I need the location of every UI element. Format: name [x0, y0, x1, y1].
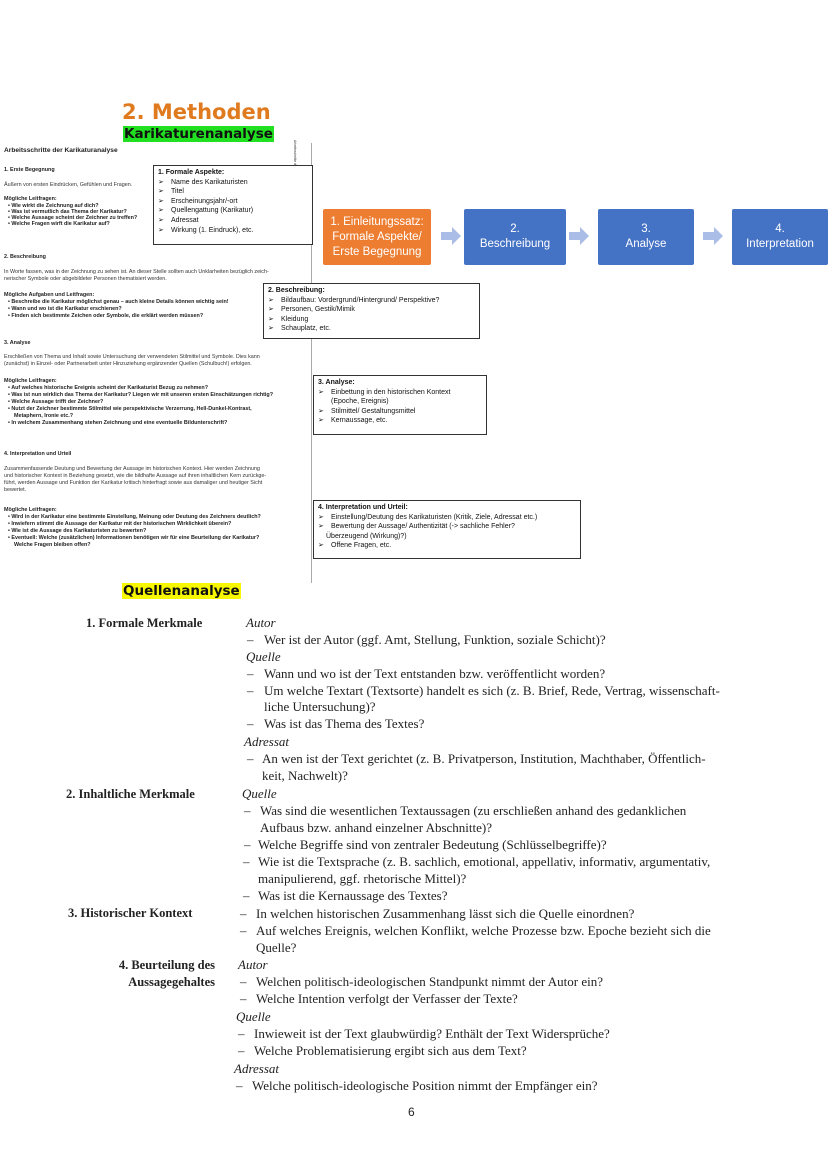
ws-question: • Finden sich bestimmte Zeichen oder Symbole, die erklärt werden müssen?	[8, 313, 204, 319]
ws-intro: Äußern von ersten Eindrücken, Gefühlen und Fragen.	[4, 182, 133, 188]
ws-question: • Welche Aussage trifft der Zeichner?	[8, 399, 104, 405]
arrowhead-bullet-icon: ➢	[318, 388, 324, 396]
ws-section-title: 4. Interpretation und Urteil	[4, 451, 72, 457]
arrowhead-bullet-icon: ➢	[268, 296, 274, 304]
sub-autor: Autor	[238, 957, 268, 972]
box-item: ➢ Bewertung der Aussage/ Authentizität (-> sachliche Fehler?	[318, 523, 515, 531]
dash: –	[240, 923, 247, 938]
box-item: ➢ Einstellung/Deutung des Karikaturisten (Kritik, Ziele, Adressat etc.)	[318, 513, 538, 521]
box-item: Überzeugend (Wirkung)?)	[326, 532, 407, 540]
dash: –	[244, 803, 251, 818]
section-heading: 2. Methoden	[122, 100, 271, 124]
flow-step-line: 2.	[510, 223, 520, 235]
box-item: (Epoche, Ereignis)	[331, 398, 389, 406]
box-title: 2. Beschreibung:	[268, 287, 325, 294]
flow-arrow-icon	[703, 227, 723, 245]
box-item: ➢ Quellengattung (Karikatur)	[158, 207, 254, 215]
ws-intro: bewertet.	[4, 487, 27, 493]
quellen-line: liche Untersuchung)?	[264, 699, 376, 714]
dash: –	[247, 716, 254, 731]
quellen-line: Um welche Textart (Textsorte) handelt es sich (z. B. Brief, Rede, Vertrag, wissenschaft-	[264, 683, 720, 698]
box-item: ➢ Bildaufbau: Vordergrund/Hintergrund/ Perspektive?	[268, 296, 440, 304]
arrowhead-bullet-icon: ➢	[318, 513, 324, 521]
ws-intro: Zusammenfassende Deutung und Bewertung der Aussage im historischen Kontext. Hier werden Zeichnung	[4, 466, 260, 472]
box-item: ➢ Kleidung	[268, 315, 309, 323]
flow-step-line: Beschreibung	[479, 238, 551, 250]
ws-question: • Beschreibe die Karikatur möglichst genau – auch kleine Details können wichtig sein!	[8, 299, 229, 305]
box-title: 3. Analyse:	[318, 379, 355, 386]
box-item: ➢ Wirkung (1. Eindruck), etc.	[158, 226, 254, 234]
dash: –	[247, 751, 254, 766]
box-list	[158, 178, 308, 236]
box-analyse	[313, 375, 487, 435]
box-item: ➢ Stilmittel/ Gestaltungsmittel	[318, 407, 416, 415]
arrowhead-bullet-icon: ➢	[318, 542, 324, 550]
sub-autor: Autor	[246, 615, 276, 630]
quellen-line: Was ist das Thema des Textes?	[264, 716, 425, 731]
quellen-line: Welche Intention verfolgt der Verfasser der Texte?	[256, 991, 518, 1006]
ws-question: • Auf welches historische Ereignis scheint der Karikaturist Bezug zu nehmen?	[8, 385, 208, 391]
arrowhead-bullet-icon: ➢	[158, 216, 164, 224]
ws-q-title: Mögliche Leitfragen:	[4, 378, 57, 384]
box-item: ➢ Einbettung in den historischen Kontext	[318, 388, 451, 396]
ws-question: • Inwiefern stimmt die Aussage der Karikatur mit der historischen Wirklichkeit überein?	[8, 521, 232, 527]
box-item: ➢ Schauplatz, etc.	[268, 325, 331, 333]
sub-adressat: Adressat	[244, 734, 290, 749]
arrowhead-bullet-icon: ➢	[268, 306, 274, 314]
dash: –	[243, 854, 250, 869]
dash: –	[247, 683, 254, 698]
ws-intro: In Worte fassen, was in der Zeichnung zu sehen ist. An dieser Stelle sollten auch Unklarheiten bezüglich zeich-	[4, 269, 269, 275]
quellen-line: Inwieweit ist der Text glaubwürdig? Enthält der Text Widersprüche?	[254, 1026, 610, 1041]
flow-step-line: 4.	[775, 223, 785, 235]
flow-step-beschreibung	[464, 209, 566, 265]
arrowhead-bullet-icon: ➢	[158, 188, 164, 196]
box-title: 4. Interpretation und Urteil:	[318, 504, 408, 511]
worksheet-title: Arbeitsschritte der Karikaturanalyse	[4, 147, 118, 154]
label-formale-merkmale: 1. Formale Merkmale	[86, 616, 203, 630]
ws-question: • Welche Fragen wirft die Karikatur auf?	[8, 221, 110, 227]
box-item: ➢ Titel	[158, 188, 184, 196]
ws-question: • Wird in der Karikatur eine bestimmte Einstellung, Meinung oder Deutung des Zeichners deutlich?	[8, 514, 261, 520]
ws-question: • Was ist nun wirklich das Thema der Karikatur? Liegen wir mit unseren ersten Einschätzungen richtig?	[8, 392, 273, 398]
box-title: 1. Formale Aspekte:	[158, 169, 225, 176]
ws-q-title: Mögliche Aufgaben und Leitfragen:	[4, 292, 95, 298]
box-list	[318, 388, 482, 426]
flow-step-line: 1. Einleitungssatz:	[330, 215, 424, 228]
quellen-line: Welche Problematisierung ergibt sich aus dem Text?	[254, 1043, 527, 1058]
dash: –	[238, 1026, 245, 1041]
ws-question: • Eventuell: Welche (zusätzlichen) Informationen benötigen wir für eine Beurteilung der Karikatur?	[8, 535, 260, 541]
cut-off-line-wrapper	[230, 1078, 650, 1093]
flow-arrow-icon	[441, 227, 461, 245]
quellen-line: An wen ist der Text gerichtet (z. B. Privatperson, Institution, Machthaber, Öffentlich-	[262, 751, 706, 766]
dash: –	[247, 632, 254, 647]
box-item: ➢ Name des Karikaturisten	[158, 178, 248, 186]
ws-section-title: 1. Erste Begegnung	[4, 167, 55, 173]
ws-intro: und historischer Kontext in Beziehung gesetzt, wie die bildhafte Aussage auf ihren inhaltlichen Kern zurückge-	[4, 473, 267, 479]
ws-question: • Wie wirkt die Zeichnung auf dich?	[8, 203, 99, 209]
quellen-line: keit, Nachwelt)?	[262, 768, 348, 783]
flow-step-line: Formale Aspekte/	[332, 230, 422, 243]
label-historischer-kontext: 3. Historischer Kontext	[68, 906, 193, 920]
arrowhead-bullet-icon: ➢	[268, 315, 274, 323]
sub-quelle: Quelle	[242, 786, 277, 801]
dash: –	[243, 888, 250, 903]
quellen-line: Quelle?	[256, 940, 297, 955]
flow-step-interpretation	[732, 209, 828, 265]
box-beschreibung	[263, 283, 480, 339]
dash: –	[236, 1078, 243, 1093]
flow-step-line: Interpretation	[746, 238, 814, 250]
dash: –	[247, 666, 254, 681]
ws-intro: (zunächst) in Einzel- oder Partnerarbeit unter Hinzuziehung ergänzender Quellen (Schulbuch!) erfolgen.	[4, 361, 252, 367]
arrowhead-bullet-icon: ➢	[318, 523, 324, 531]
page-number: 6	[408, 1105, 415, 1119]
ws-question: • Was ist vermutlich das Thema der Karikatur?	[8, 209, 127, 215]
flow-step-line: Erste Begegnung	[332, 245, 422, 258]
sub-quelle: Quelle	[246, 649, 281, 664]
karikatur-subtitle: Karikaturenanalyse	[124, 126, 273, 142]
ws-q-title: Mögliche Leitfragen:	[4, 196, 57, 202]
sub-adressat: Adressat	[234, 1061, 280, 1076]
arrowhead-bullet-icon: ➢	[158, 178, 164, 186]
dash: –	[240, 974, 247, 989]
box-formale-aspekte	[153, 165, 313, 245]
flow-step-analyse	[598, 209, 694, 265]
box-item: ➢ Kernaussage, etc.	[318, 417, 388, 425]
box-item: ➢ Erscheinungsjahr/-ort	[158, 197, 238, 205]
ws-question: Metaphern, Ironie etc.?	[14, 413, 74, 419]
quellen-line: Auf welches Ereignis, welchen Konflikt, welche Prozesse bzw. Epoche bezieht sich die	[256, 923, 711, 938]
box-item: ➢ Adressat	[158, 216, 199, 224]
ws-section-title: 2. Beschreibung	[4, 254, 46, 260]
dash: –	[244, 837, 251, 852]
ws-section-title: 3. Analyse	[4, 340, 31, 346]
dash: –	[240, 991, 247, 1006]
worksheet-side-note	[292, 140, 298, 150]
quellen-line: Was sind die wesentlichen Textaussagen (zu erschließen anhand des gedanklichen	[260, 803, 687, 818]
flow-step-line: Analyse	[625, 238, 667, 250]
arrowhead-bullet-icon: ➢	[318, 407, 324, 415]
flow-step-einleitung	[323, 209, 431, 265]
box-item: ➢ Personen, Gestik/Mimik	[268, 306, 355, 314]
ws-question: • Welche Aussage scheint der Zeichner zu treffen?	[8, 215, 138, 221]
arrowhead-bullet-icon: ➢	[268, 325, 274, 333]
quellen-line: Aufbaus bzw. anhand einzelner Abschnitte)?	[260, 820, 492, 835]
arrowhead-bullet-icon: ➢	[158, 226, 164, 234]
ws-intro: führt, werden Aussage und Funktion der Karikatur kritisch hinterfragt sowie aus damaliger und heutiger Sicht	[4, 480, 263, 486]
quellen-line: Welche politisch-ideologische Position nimmt der Empfänger ein?	[252, 1078, 598, 1093]
ws-q-title: Mögliche Leitfragen:	[4, 507, 57, 513]
ws-question: • In welchem Zusammenhang stehen Zeichnung und eine eventuelle Bildunterschrift?	[8, 420, 228, 426]
dash: –	[238, 1043, 245, 1058]
quellen-line: Was ist die Kernaussage des Textes?	[258, 888, 448, 903]
flow-step-line: 3.	[641, 223, 651, 235]
ws-question: Welche Fragen bleiben offen?	[14, 542, 91, 548]
dash: –	[240, 906, 247, 921]
quellen-line: Wie ist die Textsprache (z. B. sachlich, emotional, appellativ, informativ, argumentativ,	[258, 854, 711, 869]
quellen-line: In welchen historischen Zusammenhang lässt sich die Quelle einordnen?	[256, 906, 635, 921]
quellen-line: Wer ist der Autor (ggf. Amt, Stellung, Funktion, soziale Schicht)?	[264, 632, 606, 647]
quellen-line: Wann und wo ist der Text entstanden bzw. veröffentlicht worden?	[264, 666, 606, 681]
label-inhaltliche-merkmale: 2. Inhaltliche Merkmale	[66, 787, 195, 801]
box-list	[268, 296, 475, 334]
sub-quelle: Quelle	[236, 1009, 271, 1024]
box-interpretation	[313, 500, 581, 559]
ws-question: • Wann und wo ist die Karikatur erschienen?	[8, 306, 122, 312]
label-aussagegehalt: Aussagegehaltes	[128, 975, 215, 989]
quellen-line: manipulierend, ggf. rhetorische Mittel)?	[258, 871, 467, 886]
ws-intro: nerischer Symbole oder abgebildeter Personen thematisiert werden.	[4, 276, 167, 282]
ws-question: • Wie ist die Aussage des Karikaturisten zu bewerten?	[8, 528, 147, 534]
quellen-subtitle: Quellenanalyse	[123, 583, 240, 599]
flow-arrow-icon	[569, 227, 589, 245]
box-item: ➢ Offene Fragen, etc.	[318, 542, 392, 550]
quellen-line: Welchen politisch-ideologischen Standpunkt nimmt der Autor ein?	[256, 974, 603, 989]
arrowhead-bullet-icon: ➢	[158, 207, 164, 215]
label-beurteilung: 4. Beurteilung des	[118, 958, 215, 972]
arrowhead-bullet-icon: ➢	[318, 417, 324, 425]
quellen-line: Welche Begriffe sind von zentraler Bedeutung (Schlüsselbegriffe)?	[258, 837, 607, 852]
box-list	[318, 513, 576, 551]
arrowhead-bullet-icon: ➢	[158, 197, 164, 205]
ws-question: • Nutzt der Zeichner bestimmte Stilmittel wie perspektivische Verzerrung, Hell-Dunkel-Kontrast,	[8, 406, 252, 412]
ws-intro: Erschließen von Thema und Inhalt sowie Untersuchung der verwendeten Stilmittel und Symbole. Dies kann	[4, 354, 260, 360]
